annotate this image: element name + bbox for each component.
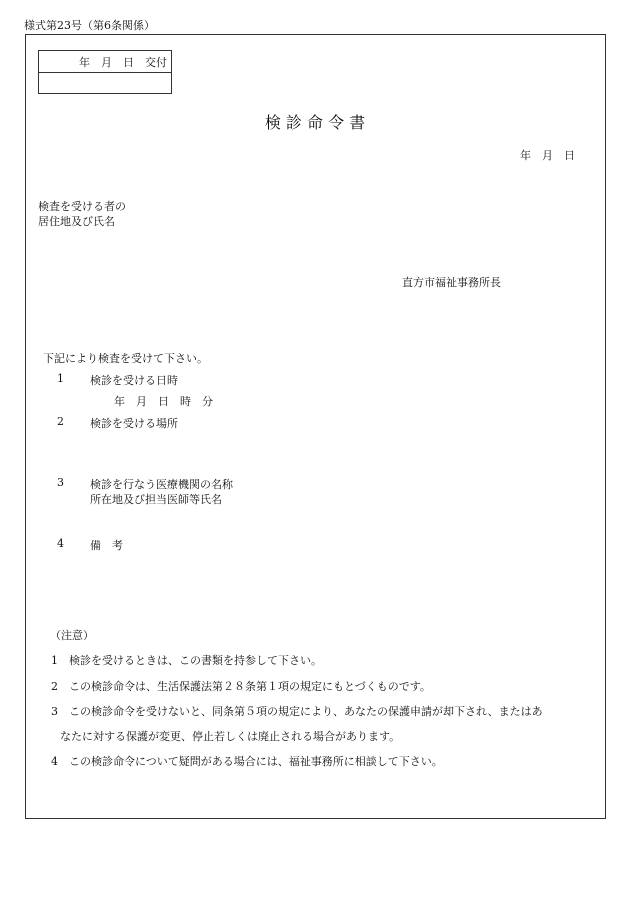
notes-heading: （注意） <box>50 629 94 642</box>
issue-date: 年 月 日 <box>520 149 575 162</box>
receipt-date-label: 年 月 日 交付 <box>79 56 167 69</box>
item-3-sublabel: 所在地及び担当医師等氏名 <box>90 493 222 506</box>
note-3-line2: なたに対する保護が変更、停止若しくは廃止される場合があります。 <box>60 730 401 743</box>
recipient-label-line2: 居住地及び氏名 <box>38 215 115 228</box>
item-3-label: 検診を行なう医療機関の名称 <box>90 478 233 491</box>
document-title: 検 診 命 令 書 <box>264 113 366 132</box>
note-1: 1 検診を受けるときは、この書類を持参して下さい。 <box>51 654 322 667</box>
issuer-name: 直方市福祉事務所長 <box>402 276 501 289</box>
recipient-label-line1: 検査を受ける者の <box>38 200 126 213</box>
item-1-label: 検診を受ける日時 <box>90 374 178 387</box>
item-4-number: 4 <box>57 537 64 550</box>
note-3-line1: 3 この検診命令を受けないと、同条第５項の規定により、あなたの保護申請が却下され、またはあ <box>51 705 543 718</box>
item-2-label: 検診を受ける場所 <box>90 417 178 430</box>
intro-text: 下記により検査を受けて下さい。 <box>43 352 208 365</box>
item-2-number: 2 <box>57 415 64 428</box>
item-1-datetime-fields: 年 月 日 時 分 <box>114 395 213 408</box>
receipt-divider <box>39 72 171 73</box>
note-2: 2 この検診命令は、生活保護法第２８条第１項の規定にもとづくものです。 <box>51 680 431 693</box>
item-1-number: 1 <box>57 372 64 385</box>
form-code: 様式第23号（第6条関係） <box>24 19 155 32</box>
note-4: 4 この検診命令について疑問がある場合には、福祉事務所に相談して下さい。 <box>51 755 443 768</box>
receipt-box <box>38 50 172 94</box>
item-4-label: 備 考 <box>90 539 123 552</box>
item-3-number: 3 <box>57 476 64 489</box>
